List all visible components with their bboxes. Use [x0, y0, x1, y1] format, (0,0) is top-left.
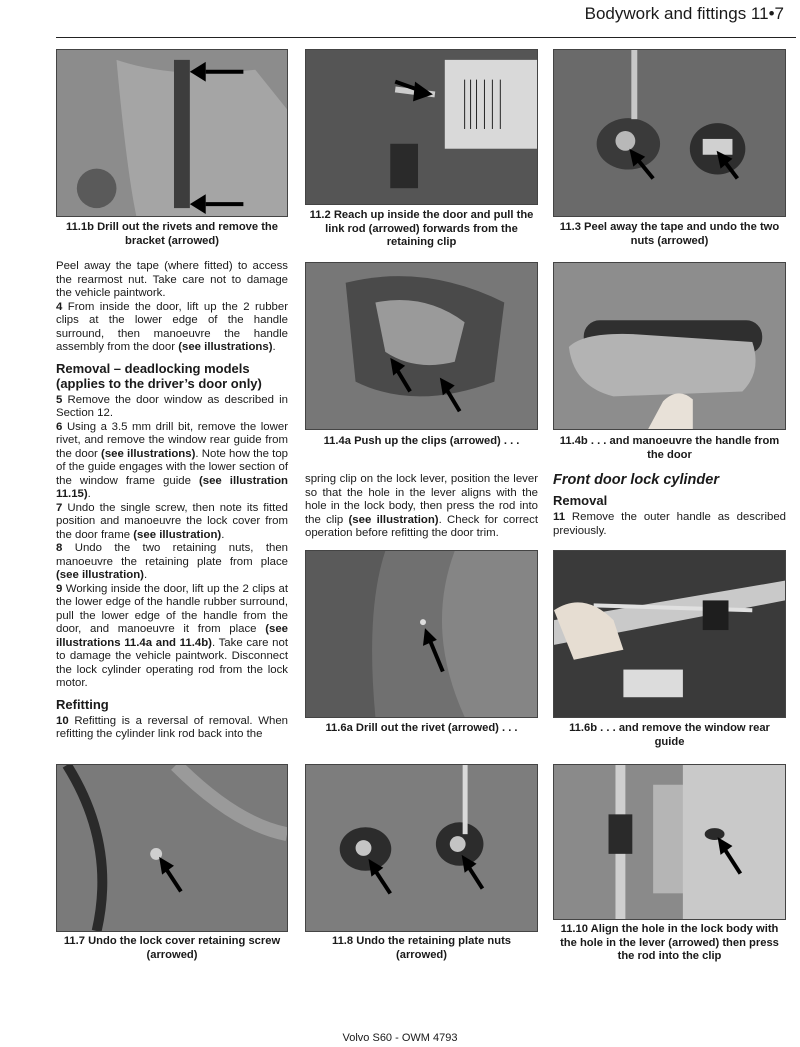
- photo-11-4a: [305, 262, 538, 430]
- text-column-right: [553, 472, 786, 538]
- photo-11-8-image: [306, 765, 537, 931]
- photo-11-6a-image: [306, 551, 537, 717]
- heading-front-door-lock-cylinder: Front door lock cylinder: [553, 472, 719, 488]
- step-11: 11 Remove the outer handle as described previously.: [553, 511, 786, 537]
- photo-11-6a: [305, 550, 538, 718]
- photo-11-7: [56, 764, 288, 932]
- photo-11-2: [305, 49, 538, 205]
- caption-11-6a: 11.6a Drill out the rivet (arrowed) . . .: [325, 722, 518, 734]
- photo-11-4b: [553, 262, 786, 430]
- photo-11-4b-image: [554, 263, 785, 429]
- photo-11-1b-image: [57, 50, 287, 216]
- photo-11-10-image: [554, 765, 785, 919]
- photo-11-10: [553, 764, 786, 920]
- photo-11-7-image: [57, 765, 287, 931]
- caption-11-10: 11.10 Align the hole in the lock body with the hole in the lever (arrowed) then press the rod into the clip: [560, 923, 779, 962]
- header-rule: [56, 37, 796, 38]
- photo-11-4a-image: [306, 263, 537, 429]
- caption-11-8: 11.8 Undo the retaining plate nuts (arrowed): [331, 935, 512, 961]
- caption-11-4b: 11.4b . . . and manoeuvre the handle from the door: [559, 435, 780, 461]
- heading-removal: Removal: [553, 493, 608, 508]
- step-10: 10 Refitting is a reversal of removal. When refitting the cylinder link rod back into the: [56, 714, 288, 740]
- photo-11-2-image: [306, 50, 537, 204]
- photo-11-3: [553, 49, 786, 217]
- step-6: 6 Using a 3.5 mm drill bit, remove the lower rivet, and remove the window rear guide from the door (see illustrations). Note how the top of the guide engages with the lower section of the window frame guide (see illustration 11.15).: [56, 420, 289, 500]
- text-column-middle: [305, 473, 538, 541]
- heading-refitting: Refitting: [56, 696, 109, 712]
- photo-11-8: [305, 764, 538, 932]
- text-column-left: [56, 260, 288, 742]
- heading-removal-deadlocking: Removal – deadlocking models (applies to the driver’s door only): [56, 360, 262, 391]
- step-4: 4 From inside the door, lift up the 2 rubber clips at the lower edge of the handle surround, then manoeuvre the handle assembly from the door (see illustrations).: [56, 300, 288, 353]
- caption-11-6b: 11.6b . . . and remove the window rear guide: [569, 722, 770, 748]
- photo-11-3-image: [554, 50, 785, 216]
- step-9: 9 Working inside the door, lift up the 2 clips at the lower edge of the handle rubber surround, pull the lower edge of the handle from the door, and manoeuvre it from place (see illustrations 11.4a and 11.4b). Take care not to damage the vehicle paintwork. Disconnect the lock cylinder operating rod from the lock motor.: [56, 582, 288, 689]
- caption-11-2: 11.2 Reach up inside the door and pull the link rod (arrowed) forwards from the retaining clip: [309, 209, 534, 248]
- step-5: 5 Remove the door window as described in Section 12.: [56, 393, 288, 419]
- page-footer: Volvo S60 - OWM 4793: [342, 1032, 458, 1044]
- caption-11-7: 11.7 Undo the lock cover retaining screw (arrowed): [63, 935, 281, 961]
- photo-11-6b: [553, 550, 786, 718]
- step-7: 7 Undo the single screw, then note its fitted position and manoeuvre the lock cover from the door frame (see illustration).: [56, 501, 288, 541]
- step-8: 8 Undo the two retaining nuts, then manoeuvre the retaining plate from place (see illustration).: [56, 542, 288, 581]
- paragraph-continued: Peel away the tape (where fitted) to access the rearmost nut. Take care not to damage the vehicle paintwork.: [56, 260, 288, 299]
- photo-11-1b: [56, 49, 288, 217]
- caption-11-1b: 11.1b Drill out the rivets and remove the bracket (arrowed): [65, 221, 278, 247]
- caption-11-4a: 11.4a Push up the clips (arrowed) . . .: [323, 435, 520, 447]
- photo-11-6b-image: [554, 551, 785, 717]
- paragraph-step-10-continued: spring clip on the lock lever, position the lever so that the hole in the lever aligns with the hole in the lock body, then press the rod into the clip (see illustration). Check for correct operation before refitting the door trim.: [305, 473, 538, 539]
- caption-11-3: 11.3 Peel away the tape and undo the two nuts (arrowed): [559, 221, 780, 247]
- running-header: Bodywork and fittings 11•7: [584, 4, 784, 23]
